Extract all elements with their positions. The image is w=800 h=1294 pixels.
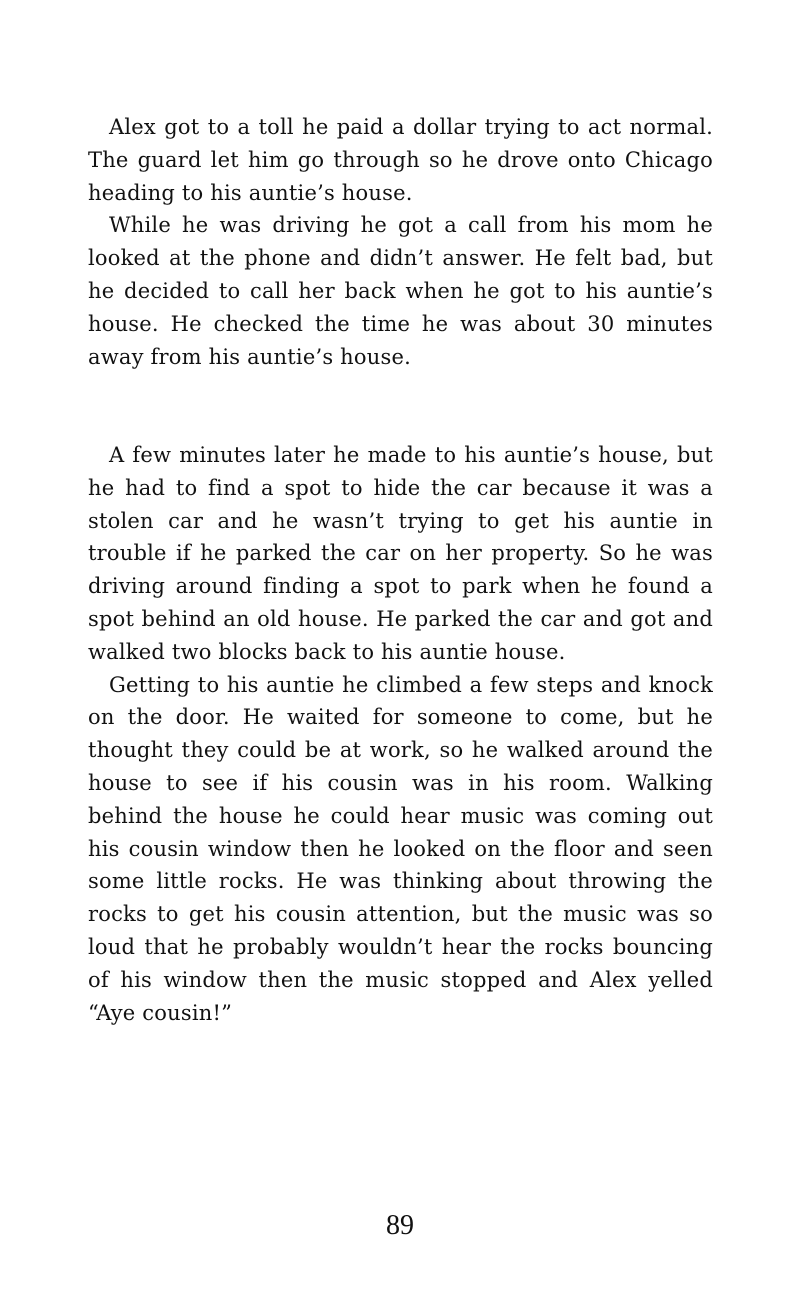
text-section-2 (88, 439, 713, 1029)
text-section-1 (88, 111, 713, 373)
paragraph-phone-call: While he was driving he got a call from his mom he looked at the phone and didn’t answer. He felt bad, but he decided to call her back when he got to his auntie’s house. He checked the time he was about 30 minutes away from his auntie’s house. (88, 213, 713, 369)
page-number: 89 (386, 1210, 414, 1241)
paragraph-toll: Alex got to a toll he paid a dollar trying to act normal. The guard let him go through so he drove onto Chicago heading to his auntie’s house. (88, 115, 713, 205)
paragraph-cousin-window: Getting to his auntie he climbed a few steps and knock on the door. He waited for someone to come, but he thought they could be at work, so he walked around the house to see if his cousin was in his room. Walking behind the house he could hear music was coming out his cousin window then he looked on the floor and seen some little rocks. He was thinking about throwing the rocks to get his cousin attention, but the music was so loud that he probably wouldn’t hear the rocks bouncing of his window then the music stopped and Alex yelled “Aye cousin!” (88, 672, 713, 1025)
paragraph-hide-car: A few minutes later he made to his auntie’s house, but he had to find a spot to hide the car because it was a stolen car and he wasn’t trying to get his auntie in trouble if he parked the car on her property. So he was driving around finding a spot to park when he found a spot behind an old house. He parked the car and got and walked two blocks back to his auntie house. (88, 443, 713, 664)
